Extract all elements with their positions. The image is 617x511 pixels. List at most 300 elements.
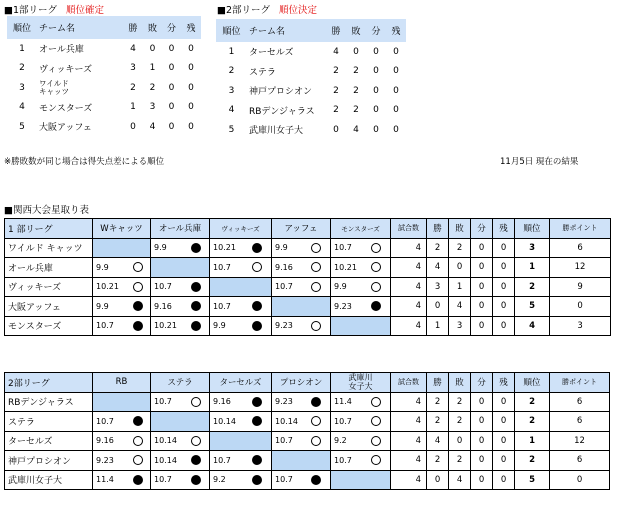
loss-circle-icon: [252, 397, 262, 407]
rank-cell: 1: [515, 431, 550, 451]
match-date: 10.14: [272, 412, 303, 432]
league2-results-grid: [4, 372, 610, 490]
losses-cell: 3: [449, 316, 471, 336]
stat-header: 試合数: [391, 373, 427, 393]
losses-cell: 2: [449, 392, 471, 412]
team-name-cell: RBデンジャラス: [249, 106, 315, 117]
match-result-cell: [363, 277, 391, 297]
win-circle-icon: [311, 436, 321, 446]
column-header: 残: [386, 19, 406, 42]
remaining-cell: 0: [493, 297, 515, 317]
match-result-cell: [244, 392, 272, 412]
match-date: 9.16: [93, 431, 126, 451]
match-date: 9.9: [331, 277, 363, 297]
match-date: 10.7: [272, 277, 303, 297]
match-date: 10.7: [93, 316, 126, 336]
opponent-header: ヴィッキーズ: [210, 219, 272, 239]
games-cell: 4: [391, 258, 427, 278]
stat-cell: 0: [188, 43, 194, 54]
stat-header: 順位: [515, 373, 550, 393]
games-cell: 4: [391, 431, 427, 451]
stat-cell: 1: [130, 102, 136, 113]
win-points-cell: 0: [550, 297, 611, 317]
league1-title-block: [4, 2, 104, 16]
grid-row: [5, 392, 610, 412]
games-cell: 4: [391, 277, 427, 297]
self-match-cell: [331, 470, 391, 490]
league1-results-grid: [4, 218, 611, 336]
loss-circle-icon: [133, 475, 143, 485]
stat-cell: 2: [353, 105, 359, 116]
match-result-cell: [244, 470, 272, 490]
stat-header: 残: [493, 373, 515, 393]
grid-team-name: ワイルド キャッツ: [5, 238, 93, 258]
team-name-cell: ヴィッキーズ: [39, 64, 93, 75]
match-date: 9.23: [93, 451, 126, 471]
match-date: 9.2: [331, 431, 363, 451]
stat-cell: 0: [393, 105, 399, 116]
stat-cell: 2: [353, 85, 359, 96]
match-date: 11.4: [93, 470, 126, 490]
header-row: [216, 19, 406, 42]
stat-cell: 4: [130, 43, 136, 54]
match-result-cell: [303, 392, 331, 412]
grid-team-name: モンスターズ: [5, 316, 93, 336]
stat-cell: 0: [188, 121, 194, 132]
grid-team-name: ヴィッキーズ: [5, 277, 93, 297]
match-result-cell: [363, 297, 391, 317]
stat-cell: 0: [373, 46, 379, 57]
stat-cell: 0: [168, 82, 175, 93]
win-circle-icon: [311, 243, 321, 253]
grid-row: [5, 297, 611, 317]
win-circle-icon: [133, 436, 143, 446]
opponent-header: プロシオン: [272, 373, 331, 393]
column-header: 敗: [346, 19, 366, 42]
match-date: 10.7: [331, 238, 363, 258]
column-header: 残: [181, 16, 201, 39]
match-date: 9.23: [331, 297, 363, 317]
tiebreak-note: ※勝敗数が同じ場合は得失点差による順位: [4, 157, 165, 167]
win-circle-icon: [133, 262, 143, 272]
loss-circle-icon: [252, 301, 262, 311]
loss-circle-icon: [191, 455, 201, 465]
match-date: 10.7: [210, 451, 244, 471]
games-cell: 4: [391, 470, 427, 490]
win-circle-icon: [252, 262, 262, 272]
grid-row: [5, 451, 610, 471]
match-result-cell: [303, 277, 331, 297]
stat-header: 分: [471, 373, 493, 393]
grid-team-name: 大阪アッフェ: [5, 297, 93, 317]
win-points-cell: 12: [550, 258, 611, 278]
grid-row: [5, 316, 611, 336]
match-result-cell: [183, 392, 210, 412]
games-cell: 4: [391, 238, 427, 258]
loss-circle-icon: [252, 416, 262, 426]
grid-row: [5, 431, 610, 451]
team-name-cell: モンスターズ: [39, 103, 93, 114]
stat-cell: 0: [333, 124, 339, 135]
rank-cell: 2: [515, 451, 550, 471]
draws-cell: 0: [471, 392, 493, 412]
wins-cell: 2: [427, 451, 449, 471]
match-date: 9.9: [272, 238, 303, 258]
grid-row: [5, 258, 611, 278]
win-circle-icon: [133, 455, 143, 465]
standings-row: [216, 120, 406, 140]
stat-cell: 2: [333, 66, 339, 77]
column-header: 順位: [7, 16, 37, 39]
games-cell: 4: [391, 392, 427, 412]
team-name-cell: ワイルド キャッツ: [39, 78, 69, 96]
grid-header-row: [5, 373, 610, 393]
standings-row: [7, 59, 201, 79]
self-match-cell: [272, 451, 331, 471]
match-result-cell: [244, 258, 272, 278]
grid-row: [5, 470, 610, 490]
win-points-cell: 9: [550, 277, 611, 297]
win-circle-icon: [311, 321, 321, 331]
opponent-header: ターセルズ: [210, 373, 272, 393]
draws-cell: 0: [471, 316, 493, 336]
standings-row: [216, 101, 406, 121]
header-row: [7, 16, 201, 39]
match-result-cell: [244, 412, 272, 432]
win-circle-icon: [311, 282, 321, 292]
match-date: 10.21: [93, 277, 126, 297]
win-points-cell: 12: [550, 431, 610, 451]
games-cell: 4: [391, 297, 427, 317]
stat-cell: 0: [188, 63, 194, 74]
loss-circle-icon: [133, 416, 143, 426]
match-result-cell: [126, 431, 151, 451]
match-result-cell: [126, 258, 151, 278]
wins-cell: 1: [427, 316, 449, 336]
wins-cell: 4: [427, 258, 449, 278]
win-points-cell: 6: [550, 392, 610, 412]
rank-cell: 1: [515, 258, 550, 278]
draws-cell: 0: [471, 238, 493, 258]
loss-circle-icon: [191, 321, 201, 331]
draws-cell: 0: [471, 470, 493, 490]
match-date: 10.21: [210, 238, 244, 258]
standings-row: [7, 98, 201, 118]
match-date: 11.4: [331, 392, 363, 412]
loss-circle-icon: [133, 301, 143, 311]
loss-circle-icon: [252, 475, 262, 485]
match-date: 10.7: [151, 392, 183, 412]
match-result-cell: [183, 277, 210, 297]
rank-cell: 2: [515, 412, 550, 432]
losses-cell: 2: [449, 412, 471, 432]
rank-cell: 4: [515, 316, 550, 336]
rank-cell: 5: [515, 297, 550, 317]
standings-row: [7, 117, 201, 137]
match-result-cell: [363, 412, 391, 432]
standings-row: [7, 39, 201, 59]
self-match-cell: [210, 431, 272, 451]
match-date: 10.14: [151, 431, 183, 451]
self-match-cell: [93, 392, 151, 412]
rank-cell: 2: [515, 277, 550, 297]
match-result-cell: [363, 258, 391, 278]
grid-title: ■関西大会星取り表: [4, 205, 89, 216]
loss-circle-icon: [191, 475, 201, 485]
grid-team-name: 武庫川女子大: [5, 470, 93, 490]
match-result-cell: [126, 316, 151, 336]
match-date: 9.23: [272, 316, 303, 336]
stat-header: 勝: [427, 373, 449, 393]
stat-cell: 0: [149, 43, 156, 54]
loss-circle-icon: [311, 475, 321, 485]
win-points-cell: 3: [550, 316, 611, 336]
win-circle-icon: [371, 397, 381, 407]
stat-cell: 2: [149, 82, 156, 93]
stat-header: 勝ポイント: [550, 219, 611, 239]
standings-row: [216, 62, 406, 82]
league2-standings-table: [216, 19, 406, 140]
stat-cell: 2: [333, 105, 339, 116]
loss-circle-icon: [371, 301, 381, 311]
grid-header-row: [5, 219, 611, 239]
rank-cell: 1: [19, 43, 25, 54]
win-circle-icon: [371, 262, 381, 272]
stat-cell: 2: [130, 82, 136, 93]
match-date: 10.14: [210, 412, 244, 432]
match-result-cell: [303, 412, 331, 432]
column-header: チーム名: [247, 19, 326, 42]
stat-cell: 2: [333, 85, 339, 96]
match-result-cell: [363, 392, 391, 412]
opponent-header: アッフェ: [272, 219, 331, 239]
match-date: 9.9: [93, 297, 126, 317]
match-result-cell: [244, 451, 272, 471]
wins-cell: 3: [427, 277, 449, 297]
rank-cell: 3: [19, 82, 25, 93]
win-circle-icon: [311, 262, 321, 272]
match-date: 10.7: [210, 258, 244, 278]
rank-cell: 2: [228, 66, 235, 77]
match-date: 10.7: [272, 431, 303, 451]
grid-team-name: ターセルズ: [5, 431, 93, 451]
win-points-cell: 6: [550, 451, 610, 471]
stat-cell: 0: [393, 66, 399, 77]
column-header: チーム名: [37, 16, 123, 39]
match-result-cell: [183, 451, 210, 471]
stat-cell: 0: [168, 121, 175, 132]
wins-cell: 0: [427, 297, 449, 317]
wins-cell: 4: [427, 431, 449, 451]
stat-cell: 3: [149, 102, 156, 113]
win-points-cell: 6: [550, 412, 610, 432]
draws-cell: 0: [471, 277, 493, 297]
loss-circle-icon: [191, 282, 201, 292]
opponent-header: 武庫川 女子大: [331, 373, 391, 393]
draws-cell: 0: [471, 258, 493, 278]
match-result-cell: [183, 297, 210, 317]
match-result-cell: [126, 297, 151, 317]
draws-cell: 0: [471, 451, 493, 471]
stat-cell: 0: [168, 63, 175, 74]
match-result-cell: [183, 238, 210, 258]
loss-circle-icon: [311, 397, 321, 407]
stat-header: 勝ポイント: [550, 373, 610, 393]
match-result-cell: [126, 470, 151, 490]
stat-cell: 4: [353, 124, 359, 135]
match-date: 9.16: [210, 392, 244, 412]
match-result-cell: [303, 316, 331, 336]
rank-cell: 2: [19, 63, 25, 74]
stat-cell: 0: [130, 121, 136, 132]
match-result-cell: [183, 470, 210, 490]
standings-row: [216, 81, 406, 101]
games-cell: 4: [391, 451, 427, 471]
match-result-cell: [244, 297, 272, 317]
as-of-date: 11月5日 現在の結果: [500, 157, 579, 167]
stat-cell: 0: [373, 66, 379, 77]
wins-cell: 2: [427, 392, 449, 412]
loss-circle-icon: [191, 301, 201, 311]
self-match-cell: [151, 258, 210, 278]
stat-cell: 0: [393, 85, 399, 96]
match-date: 9.23: [272, 392, 303, 412]
self-match-cell: [151, 412, 210, 432]
opponent-header: RB: [93, 373, 151, 393]
stat-cell: 2: [353, 66, 359, 77]
match-date: 9.16: [151, 297, 183, 317]
league2-title: ■2部リーグ: [217, 5, 271, 16]
rank-cell: 3: [515, 238, 550, 258]
stat-cell: 0: [353, 46, 359, 57]
league1-standings-table: [7, 16, 201, 137]
losses-cell: 0: [449, 431, 471, 451]
remaining-cell: 0: [493, 316, 515, 336]
wins-cell: 2: [427, 238, 449, 258]
stat-cell: 0: [188, 82, 194, 93]
remaining-cell: 0: [493, 451, 515, 471]
match-date: 10.7: [331, 451, 363, 471]
team-name-cell: ステラ: [249, 67, 276, 78]
win-circle-icon: [371, 282, 381, 292]
match-date: 9.9: [93, 258, 126, 278]
remaining-cell: 0: [493, 277, 515, 297]
draws-cell: 0: [471, 431, 493, 451]
loss-circle-icon: [252, 243, 262, 253]
stat-header: 勝: [427, 219, 449, 239]
rank-cell: 3: [228, 85, 235, 96]
league2-status: 順位決定: [279, 5, 318, 16]
rank-cell: 5: [515, 470, 550, 490]
loss-circle-icon: [191, 243, 201, 253]
games-cell: 4: [391, 316, 427, 336]
column-header: 分: [162, 16, 181, 39]
match-result-cell: [183, 316, 210, 336]
match-date: 9.9: [210, 316, 244, 336]
stat-cell: 0: [188, 102, 194, 113]
loss-circle-icon: [133, 321, 143, 331]
match-result-cell: [303, 258, 331, 278]
remaining-cell: 0: [493, 258, 515, 278]
team-name-cell: 大阪アッフェ: [39, 123, 92, 134]
stat-cell: 0: [373, 124, 379, 135]
match-result-cell: [303, 431, 331, 451]
win-circle-icon: [371, 436, 381, 446]
grid-corner-label: 2部リーグ: [5, 373, 93, 393]
match-result-cell: [363, 431, 391, 451]
match-date: 10.21: [151, 316, 183, 336]
rank-cell: 5: [19, 121, 25, 132]
grid-team-name: 神戸プロシオン: [5, 451, 93, 471]
win-circle-icon: [191, 397, 201, 407]
win-circle-icon: [311, 416, 321, 426]
opponent-header: モンスターズ: [331, 219, 391, 239]
stat-cell: 0: [393, 46, 399, 57]
rank-cell: 5: [228, 124, 235, 135]
stat-header: 敗: [449, 373, 471, 393]
win-circle-icon: [371, 455, 381, 465]
column-header: 勝: [123, 16, 143, 39]
stat-header: 分: [471, 219, 493, 239]
stat-header: 試合数: [391, 219, 427, 239]
loss-circle-icon: [252, 321, 262, 331]
wins-cell: 2: [427, 412, 449, 432]
match-result-cell: [126, 277, 151, 297]
opponent-header: オール兵庫: [151, 219, 210, 239]
losses-cell: 1: [449, 277, 471, 297]
match-date: 9.2: [210, 470, 244, 490]
stat-cell: 3: [130, 63, 136, 74]
rank-cell: 4: [19, 102, 25, 113]
stat-cell: 0: [393, 124, 399, 135]
remaining-cell: 0: [493, 431, 515, 451]
win-circle-icon: [371, 416, 381, 426]
match-result-cell: [244, 238, 272, 258]
match-date: 10.7: [93, 412, 126, 432]
stat-header: 順位: [515, 219, 550, 239]
opponent-header: Wキャッツ: [93, 219, 151, 239]
win-points-cell: 0: [550, 470, 610, 490]
league2-title-block: [217, 2, 317, 16]
stat-cell: 4: [333, 46, 339, 57]
column-header: 敗: [143, 16, 162, 39]
win-points-cell: 6: [550, 238, 611, 258]
losses-cell: 2: [449, 451, 471, 471]
opponent-header: ステラ: [151, 373, 210, 393]
rank-cell: 2: [515, 392, 550, 412]
win-circle-icon: [191, 436, 201, 446]
win-circle-icon: [133, 282, 143, 292]
losses-cell: 4: [449, 470, 471, 490]
self-match-cell: [93, 238, 151, 258]
column-header: 勝: [326, 19, 346, 42]
league1-title: ■1部リーグ: [4, 5, 58, 16]
match-date: 10.7: [272, 470, 303, 490]
rank-cell: 4: [228, 105, 235, 116]
team-name-cell: 神戸プロシオン: [249, 87, 313, 98]
match-date: 10.7: [151, 277, 183, 297]
team-name-cell: オール兵庫: [39, 45, 84, 56]
remaining-cell: 0: [493, 412, 515, 432]
stat-cell: 4: [149, 121, 156, 132]
standings-row: [7, 78, 201, 98]
match-date: 9.16: [272, 258, 303, 278]
match-result-cell: [363, 451, 391, 471]
draws-cell: 0: [471, 412, 493, 432]
standings-row: [216, 42, 406, 62]
match-result-cell: [244, 316, 272, 336]
draws-cell: 0: [471, 297, 493, 317]
